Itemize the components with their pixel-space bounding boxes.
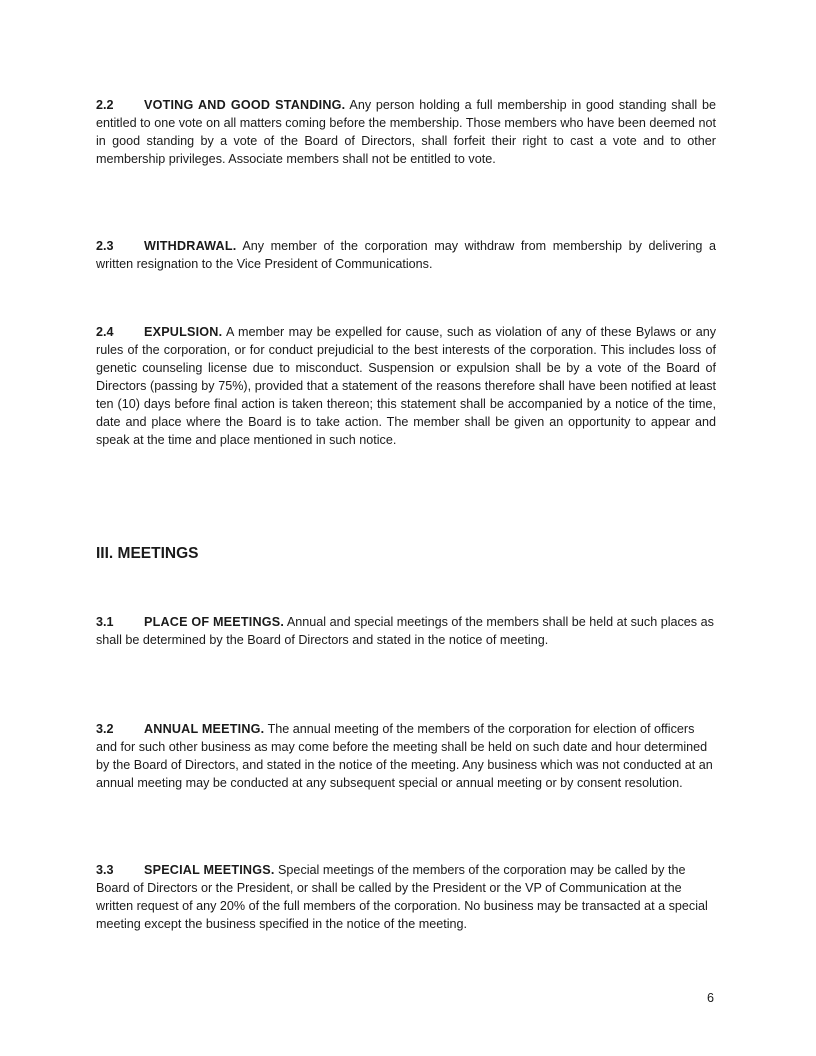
section-heading: SPECIAL MEETINGS. <box>144 863 275 877</box>
section-number: 3.1 <box>96 615 114 629</box>
section-2-2 <box>96 96 716 168</box>
section-body: The annual meeting of the members of the corporation for election of officers and for such other business as may come before the meeting shall be held on such date and hour determined by the Board of Directors, and stated in the notice of the meeting. Any business which was not conducted at an annual meeting may be conducted at any subsequent special or annual meeting or by consent resolution. <box>96 722 713 790</box>
section-3-3 <box>96 861 716 933</box>
section-2-4 <box>96 323 716 449</box>
section-3-1 <box>96 613 716 649</box>
section-number: 3.3 <box>96 863 114 877</box>
section-number: 2.3 <box>96 239 114 253</box>
section-heading: EXPULSION. <box>144 325 223 339</box>
page-number: 6 <box>707 991 715 1005</box>
section-heading: VOTING AND GOOD STANDING. <box>144 98 346 112</box>
section-heading: PLACE OF MEETINGS. <box>144 615 285 629</box>
section-body: Any person holding a full membership in good standing shall be entitled to one vote on all matters coming before the membership. Those members who have been deemed not in good standing by a vote of the Board of Directors, shall forfeit their right to cast a vote and to other membership privileges. Associate members shall not be entitled to vote. <box>96 98 716 166</box>
section-number: 2.2 <box>96 98 114 112</box>
section-body: Any member of the corporation may withdraw from membership by delivering a written resignation to the Vice President of Communications. <box>96 239 716 271</box>
section-body: A member may be expelled for cause, such as violation of any of these Bylaws or any rules of the corporation, or for conduct prejudicial to the best interests of the corporation. This includes loss of genetic counseling license due to misconduct. Suspension or expulsion shall be by a vote of the Board of Directors (passing by 75%), provided that a statement of the reasons therefore shall have been notified at least ten (10) days before final action is taken thereon; this statement shall be accompanied by a notice of the time, date and place where the Board is to take action. The member shall be given an opportunity to appear and speak at the time and place mentioned in such notice. <box>96 325 716 447</box>
section-2-3 <box>96 237 716 273</box>
section-number: 3.2 <box>96 722 114 736</box>
section-body: Special meetings of the members of the corporation may be called by the Board of Directors or the President, or shall be called by the President or the VP of Communication at the written request of any 20% of the full members of the corporation. No business may be transacted at a special meeting except the business specified in the notice of the meeting. <box>96 863 708 931</box>
article-heading: III. MEETINGS <box>96 545 199 562</box>
section-3-2 <box>96 720 716 792</box>
section-heading: ANNUAL MEETING. <box>144 722 265 736</box>
section-body: Annual and special meetings of the members shall be held at such places as shall be determined by the Board of Directors and stated in the notice of meeting. <box>96 615 714 647</box>
section-heading: WITHDRAWAL. <box>144 239 237 253</box>
section-number: 2.4 <box>96 325 114 339</box>
